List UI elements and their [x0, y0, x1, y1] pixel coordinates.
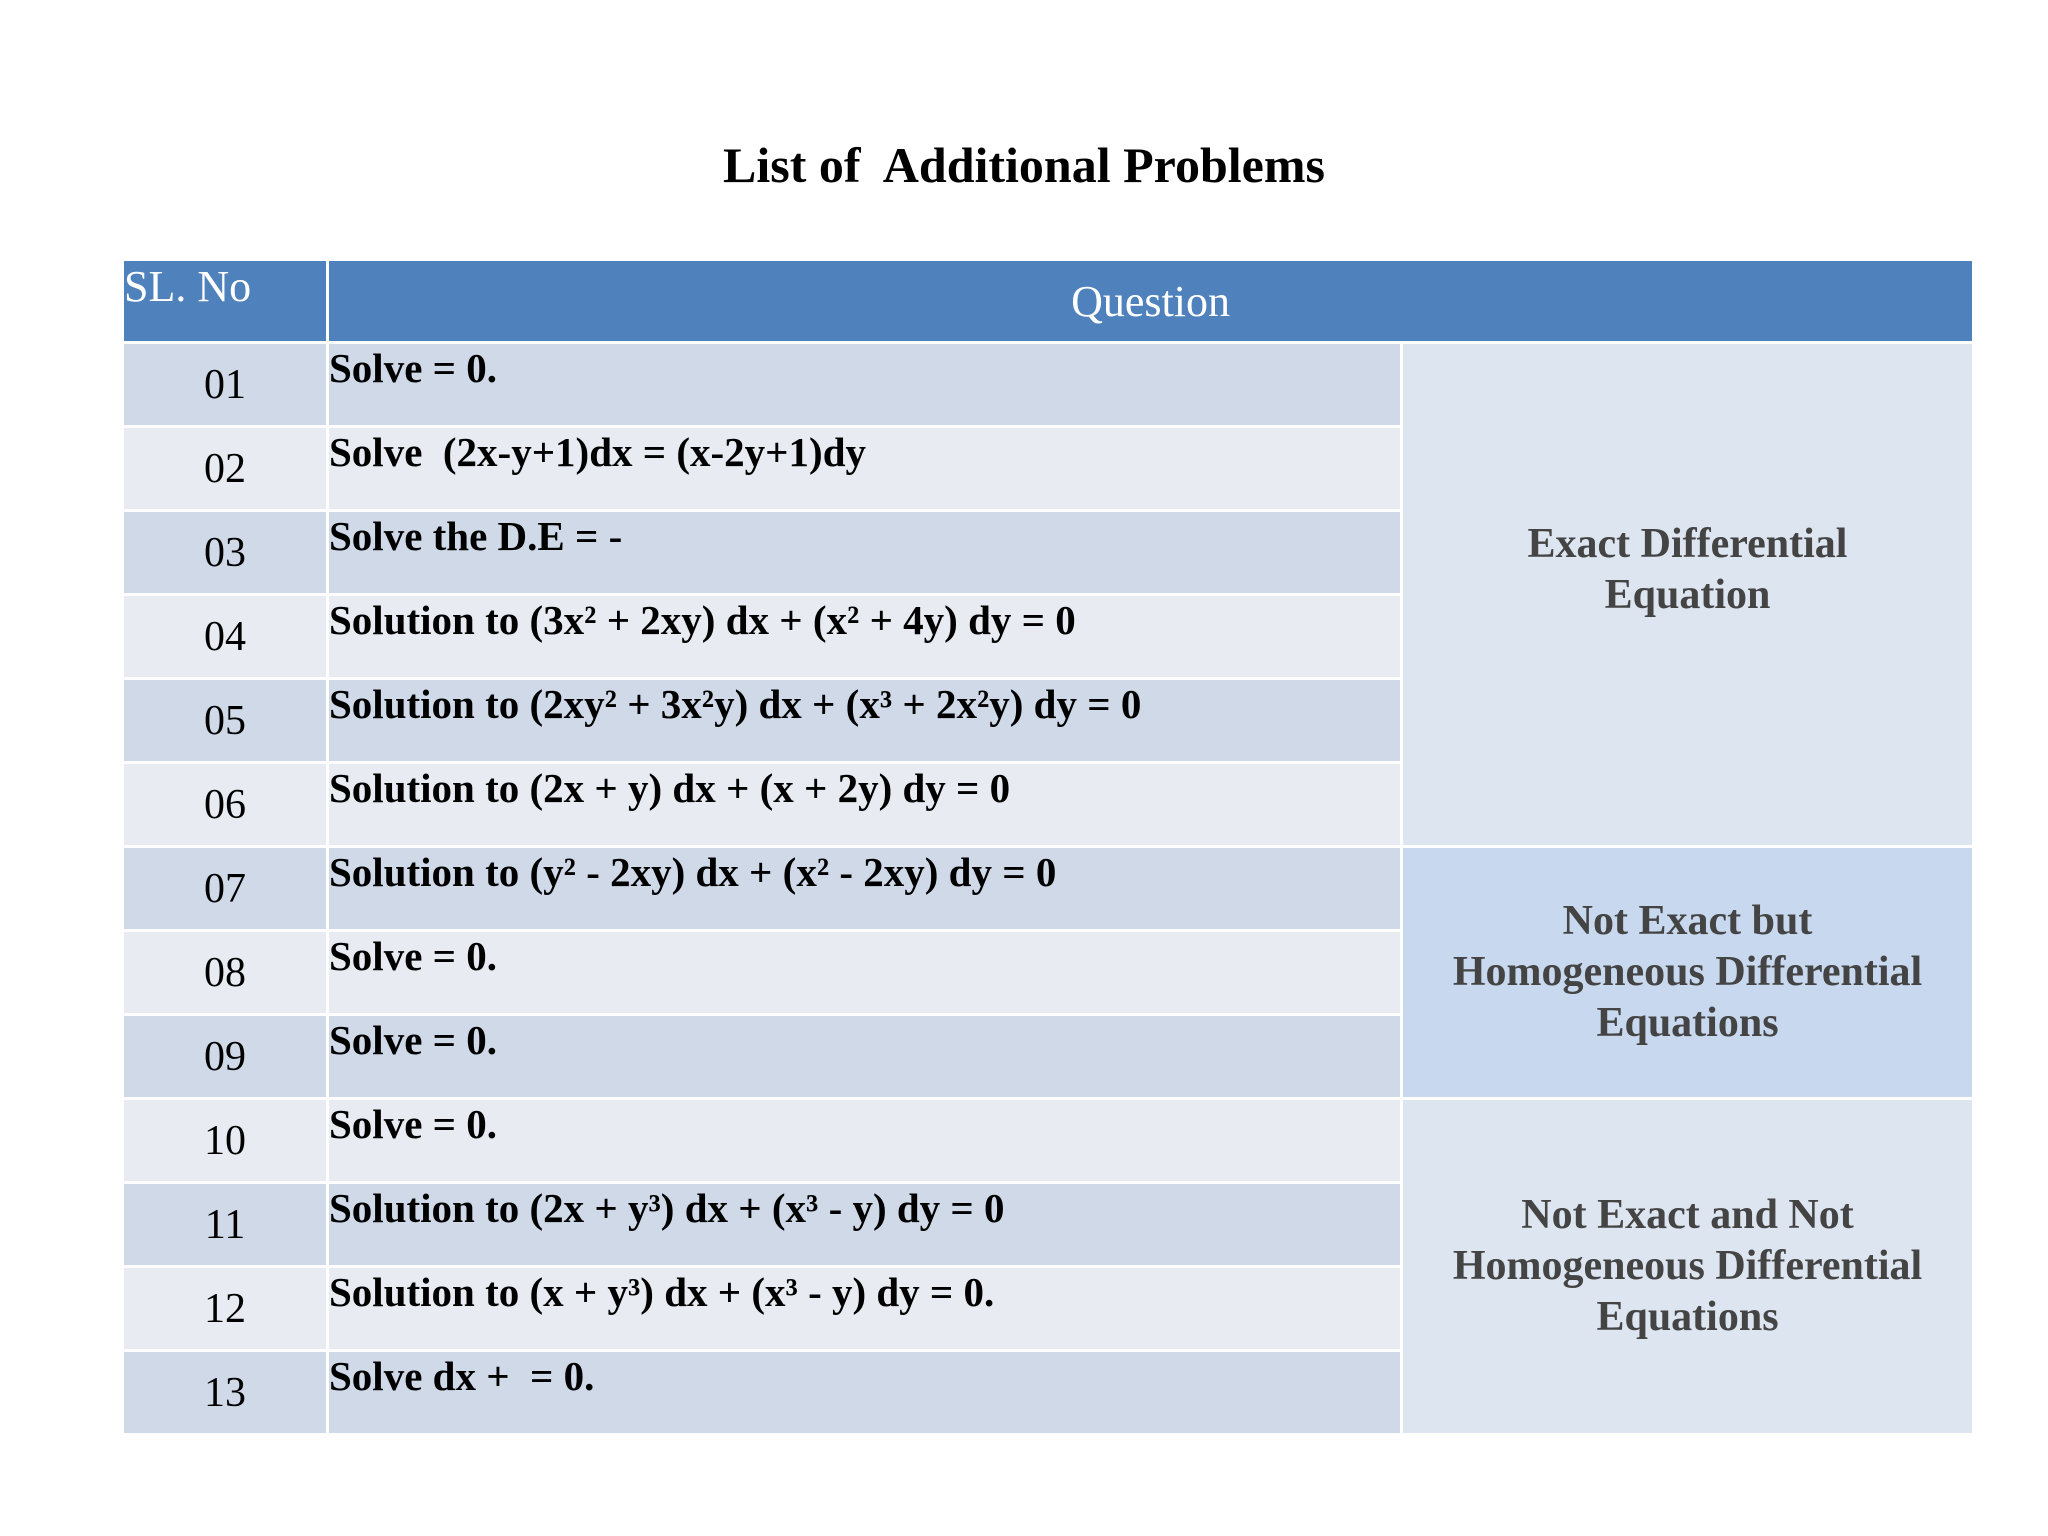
row-question: Solution to (y² - 2xy) dx + (x² - 2xy) dy = 0: [328, 847, 1402, 931]
row-question: Solve the D.E = -: [328, 511, 1402, 595]
row-sl-number: 06: [123, 763, 328, 847]
row-question: Solution to (x + y³) dx + (x³ - y) dy = 0.: [328, 1267, 1402, 1351]
table-row: [123, 847, 1974, 931]
row-sl-number: 05: [123, 679, 328, 763]
row-question: Solve = 0.: [328, 1015, 1402, 1099]
table-row: [123, 343, 1974, 427]
row-sl-number: 04: [123, 595, 328, 679]
category-label-line: Homogeneous Differential: [1452, 1243, 1923, 1289]
category-label-line: Exact Differential: [1527, 520, 1848, 567]
row-sl-number: 13: [123, 1351, 328, 1435]
row-question: Solution to (2x + y) dx + (x + 2y) dy = 0: [328, 763, 1402, 847]
row-sl-number: 02: [123, 427, 328, 511]
row-question: Solve dx + = 0.: [328, 1351, 1402, 1435]
category-label-line: Equations: [1596, 1294, 1779, 1340]
sl-no-header: SL. No: [123, 260, 328, 343]
category-label-line: Equations: [1596, 1000, 1779, 1046]
row-question: Solution to (2xy² + 3x²y) dx + (x³ + 2x²y) dy = 0: [328, 679, 1402, 763]
table-header-row: [123, 260, 1974, 343]
row-sl-number: 08: [123, 931, 328, 1015]
row-question: Solution to (3x² + 2xy) dx + (x² + 4y) dy = 0: [328, 595, 1402, 679]
row-sl-number: 07: [123, 847, 328, 931]
problems-table: [121, 258, 1975, 1436]
row-question: Solve (2x-y+1)dx = (x-2y+1)dy: [328, 427, 1402, 511]
row-sl-number: 09: [123, 1015, 328, 1099]
row-question: Solution to (2x + y³) dx + (x³ - y) dy = 0: [328, 1183, 1402, 1267]
row-sl-number: 03: [123, 511, 328, 595]
row-sl-number: 10: [123, 1099, 328, 1183]
row-sl-number: 11: [123, 1183, 328, 1267]
category-label-line: Not Exact and Not: [1521, 1192, 1854, 1238]
row-question: Solve = 0.: [328, 343, 1402, 427]
category-label-line: Homogeneous Differential: [1452, 949, 1923, 995]
category-exact-differential: [1402, 343, 1974, 847]
row-question: Solve = 0.: [328, 931, 1402, 1015]
row-sl-number: 12: [123, 1267, 328, 1351]
category-not-exact-not-homogeneous: [1402, 1099, 1974, 1435]
category-label-line: Equation: [1604, 571, 1771, 618]
category-homogeneous: [1402, 847, 1974, 1099]
row-sl-number: 01: [123, 343, 328, 427]
category-label-line: Not Exact but: [1562, 898, 1813, 944]
question-header: Question: [328, 260, 1974, 343]
page-title: List of Additional Problems: [723, 137, 1325, 193]
row-question: Solve = 0.: [328, 1099, 1402, 1183]
table-row: [123, 1099, 1974, 1183]
